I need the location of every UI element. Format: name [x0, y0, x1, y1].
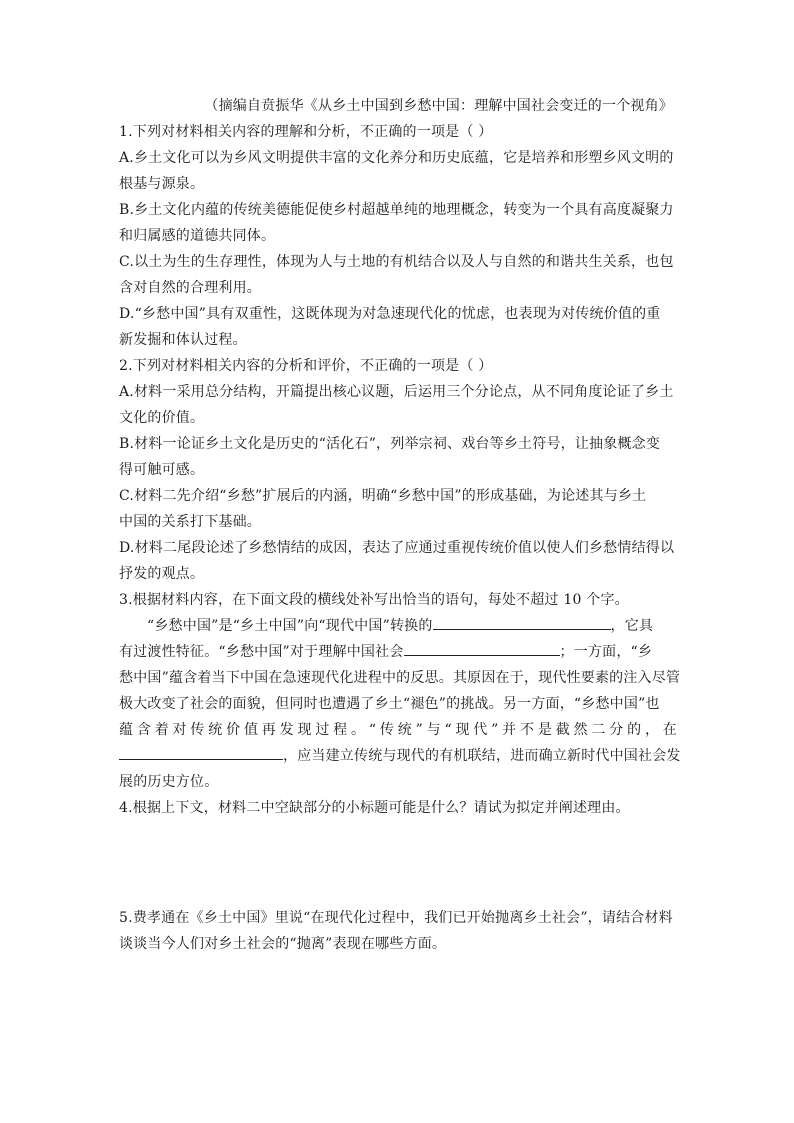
- question-4: [119, 795, 677, 905]
- question-4-answer-space[interactable]: [119, 821, 677, 905]
- option-text: 中国的关系打下基础。: [119, 514, 261, 530]
- option-text: D.“乡愁中国”具有双重性，这既体现为对急速现代化的忧虑，也表现为对传统价值的重: [119, 306, 661, 322]
- question-3-passage: [119, 613, 681, 795]
- answer-blank-2[interactable]: [404, 640, 560, 656]
- question-1-option-d: [119, 301, 677, 353]
- question-3: [119, 587, 681, 795]
- passage-line: [119, 743, 681, 769]
- question-4-stem: 4.根据上下文，材料二中空缺部分的小标题可能是什么？请试为拟定并阐述理由。: [119, 800, 630, 816]
- passage-text: “乡愁中国”是“乡土中国”向“现代中国”转换的: [147, 618, 433, 634]
- option-text: 文化的价值。: [119, 410, 205, 426]
- document-page: [119, 93, 681, 957]
- option-text: 含对自然的合理利用。: [119, 280, 261, 296]
- passage-text: ，应当建立传统与现代的有机联结，进而确立新时代中国社会发: [283, 748, 681, 764]
- passage-line: 蕴含着对传统价值再发现过程。“传统”与“现代”并不是截然二分的，在: [119, 722, 677, 738]
- question-3-stem: 3.根据材料内容，在下面文段的横线处补写出恰当的语句，每处不超过 10 个字。: [119, 592, 629, 608]
- passage-line: 展的历史方位。: [119, 774, 219, 790]
- question-2-option-b: [119, 431, 677, 483]
- option-text: 抒发的观点。: [119, 566, 205, 582]
- option-text: B.材料一论证乡土文化是历史的“活化石”，列举宗祠、戏台等乡土符号，让抽象概念变: [119, 436, 661, 452]
- question-1: [119, 119, 677, 353]
- question-2-stem: 2.下列对材料相关内容的分析和评价，不正确的一项是（ ）: [119, 358, 493, 374]
- question-5: [119, 905, 677, 957]
- question-1-option-b: [119, 197, 677, 249]
- option-text: 和归属感的道德共同体。: [119, 228, 276, 244]
- question-2-option-d: [119, 535, 677, 587]
- question-2: [119, 353, 677, 587]
- option-text: A.乡土文化可以为乡风文明提供丰富的文化养分和历史底蕴，它是培养和形塑乡风文明的: [119, 150, 674, 166]
- passage-text: 有过渡性特征。“乡愁中国”对于理解中国社会: [119, 644, 404, 660]
- passage-line: [119, 639, 677, 665]
- answer-blank-1[interactable]: [433, 614, 611, 630]
- answer-blank-3[interactable]: [119, 744, 283, 760]
- option-text: 得可触可感。: [119, 462, 205, 478]
- question-2-option-c: [119, 483, 677, 535]
- passage-text: ；一方面，“乡: [559, 644, 653, 660]
- option-text: C.以土为生的生存理性，体现为人与土地的有机结合以及人与自然的和谐共生关系，也包: [119, 254, 674, 270]
- question-5-stem-continued: 谈谈当今人们对乡土社会的“抛离”表现在哪些方面。: [119, 936, 447, 952]
- option-text: 新发掘和体认过程。: [119, 332, 247, 348]
- option-text: B.乡土文化内蕴的传统美德能促使乡村超越单纯的地理概念，转变为一个具有高度凝聚力: [119, 202, 674, 218]
- option-text: A.材料一采用总分结构，开篇提出核心议题，后运用三个分论点，从不同角度论证了乡土: [119, 384, 674, 400]
- question-1-option-c: [119, 249, 677, 301]
- passage-line: [119, 613, 677, 639]
- passage-line: 愁中国”蕴含着当下中国在急速现代化进程中的反思。其原因在于，现代性要素的注入尽管: [119, 670, 681, 686]
- option-text: D.材料二尾段论述了乡愁情结的成因，表达了应通过重视传统价值以使人们乡愁情结得以: [119, 540, 675, 556]
- source-citation: （摘编自贲振华《从乡土中国到乡愁中国：理解中国社会变迁的一个视角》: [204, 98, 673, 114]
- option-text: C.材料二先介绍“乡愁”扩展后的内涵，明确“乡愁中国”的形成基础，为论述其与乡土: [119, 488, 647, 504]
- option-text: 根基与源泉。: [119, 176, 205, 192]
- passage-text: ，它具: [610, 618, 654, 634]
- question-2-option-a: [119, 379, 677, 431]
- question-1-option-a: [119, 145, 677, 197]
- question-1-stem: 1.下列对材料相关内容的理解和分析，不正确的一项是（ ）: [119, 124, 493, 140]
- question-5-stem: 5.费孝通在《乡土中国》里说“在现代化过程中，我们已开始抛离乡土社会”，请结合材料: [119, 910, 673, 926]
- passage-line: 极大改变了社会的面貌，但同时也遭遇了乡土“褪色”的挑战。另一方面，“乡愁中国”也: [119, 696, 660, 712]
